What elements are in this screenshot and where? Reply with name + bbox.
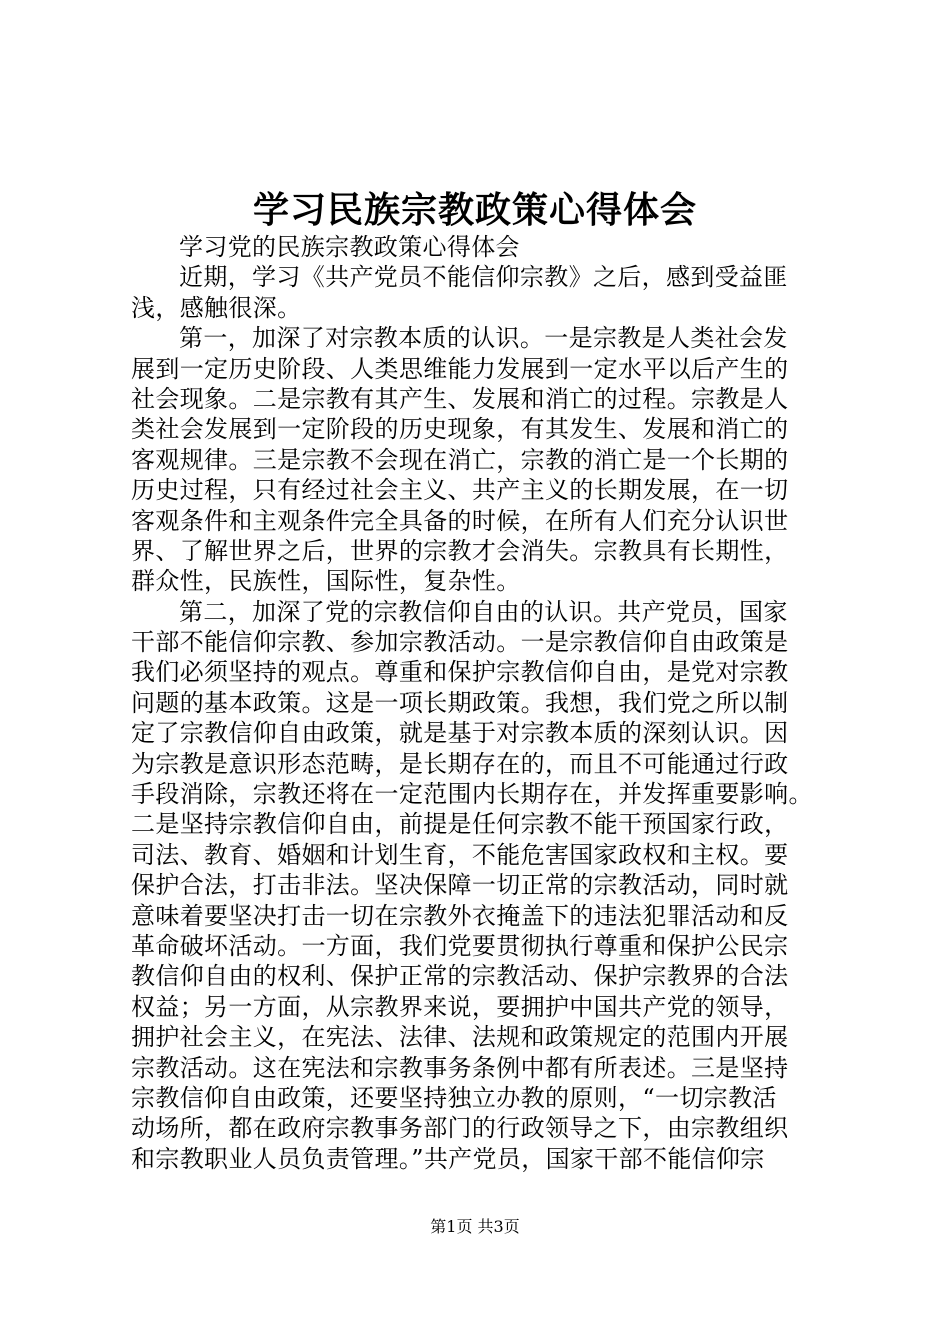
text-line: 第一，加深了对宗教本质的认识。一是宗教是人类社会发 xyxy=(179,324,788,353)
text-line: 司法、教育、婚姻和计划生育，不能危害国家政权和主权。要 xyxy=(131,840,789,869)
text-line: 近期，学习《共产党员不能信仰宗教》之后，感到受益匪 xyxy=(179,263,788,292)
text-line: 二是坚持宗教信仰自由，前提是任何宗教不能干预国家行政， xyxy=(131,810,789,839)
text-line: 拥护社会主义，在宪法、法律、法规和政策规定的范围内开展 xyxy=(131,1023,789,1052)
text-line: 为宗教是意识形态范畴，是长期存在的，而且不可能通过行政 xyxy=(131,749,789,778)
text-line: 第二，加深了党的宗教信仰自由的认识。共产党员，国家 xyxy=(179,597,788,626)
text-line: 客观条件和主观条件完全具备的时候，在所有人们充分认识世 xyxy=(131,506,789,535)
text-line: 社会现象。二是宗教有其产生、发展和消亡的过程。宗教是人 xyxy=(131,384,789,413)
text-line: 动场所，都在政府宗教事务部门的行政领导之下，由宗教组织 xyxy=(131,1114,789,1143)
document-body xyxy=(131,232,831,1174)
text-line: 我们必须坚持的观点。尊重和保护宗教信仰自由，是党对宗教 xyxy=(131,658,789,687)
text-line: 和宗教职业人员负责管理。”共产党员，国家干部不能信仰宗 xyxy=(131,1144,765,1173)
page-number-footer: 第1页 共3页 xyxy=(430,1217,520,1236)
text-line: 教信仰自由的权利、保护正常的宗教活动、保护宗教界的合法 xyxy=(131,962,789,991)
text-line: 定了宗教信仰自由政策，就是基于对宗教本质的深刻认识。因 xyxy=(131,719,789,748)
text-line: 权益；另一方面，从宗教界来说，要拥护中国共产党的领导， xyxy=(131,992,789,1021)
text-line: 展到一定历史阶段、人类思维能力发展到一定水平以后产生的 xyxy=(131,354,789,383)
document-title: 学习民族宗教政策心得体会 xyxy=(252,189,697,231)
text-line: 浅，感触很深。 xyxy=(131,293,302,322)
text-line: 类社会发展到一定阶段的历史现象，有其发生、发展和消亡的 xyxy=(131,415,789,444)
text-line: 群众性，民族性，国际性，复杂性。 xyxy=(131,567,521,596)
text-line: 问题的基本政策。这是一项长期政策。我想，我们党之所以制 xyxy=(131,688,789,717)
text-line: 宗教信仰自由政策，还要坚持独立办教的原则，“一切宗教活 xyxy=(131,1083,777,1112)
text-line: 学习党的民族宗教政策心得体会 xyxy=(179,233,520,261)
text-line: 历史过程，只有经过社会主义、共产主义的长期发展，在一切 xyxy=(131,476,789,505)
text-line: 革命破坏活动。一方面，我们党要贯彻执行尊重和保护公民宗 xyxy=(131,931,789,960)
text-line: 宗教活动。这在宪法和宗教事务条例中都有所表述。三是坚持 xyxy=(131,1053,789,1082)
text-line: 保护合法，打击非法。坚决保障一切正常的宗教活动，同时就 xyxy=(131,871,789,900)
text-line: 界、了解世界之后，世界的宗教才会消失。宗教具有长期性， xyxy=(131,536,789,565)
text-line: 客观规律。三是宗教不会现在消亡，宗教的消亡是一个长期的 xyxy=(131,445,789,474)
text-line: 干部不能信仰宗教、参加宗教活动。一是宗教信仰自由政策是 xyxy=(131,628,789,657)
text-line: 意味着要坚决打击一切在宗教外衣掩盖下的违法犯罪活动和反 xyxy=(131,901,789,930)
text-line: 手段消除，宗教还将在一定范围内长期存在，并发挥重要影响。 xyxy=(131,780,813,809)
